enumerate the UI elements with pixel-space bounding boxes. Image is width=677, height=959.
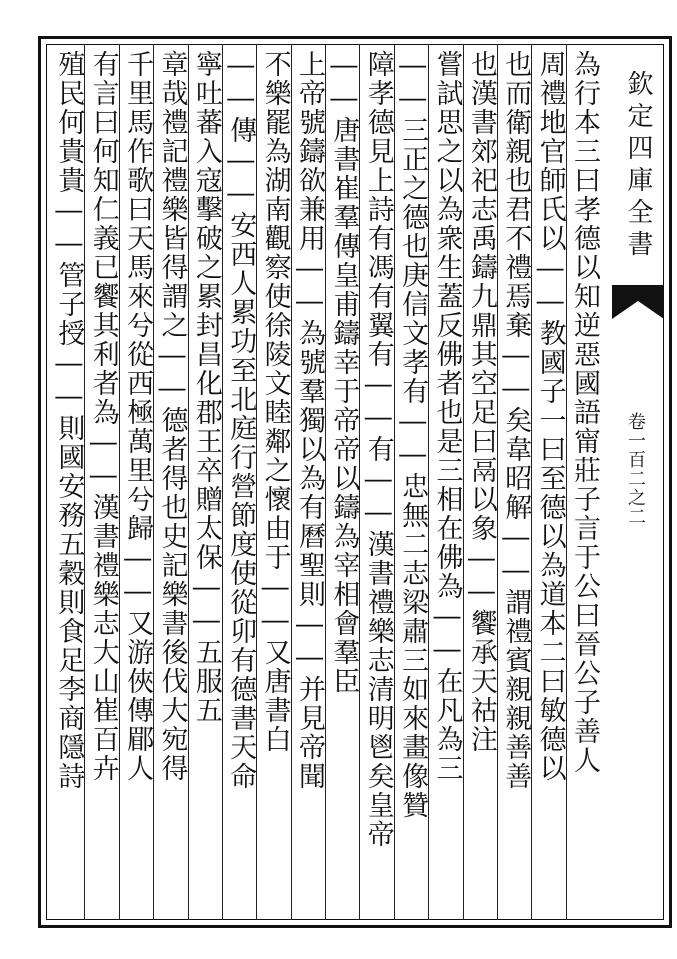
- text-column: 不樂罷為湖南觀察使徐陵文睦鄰之懷由于――又唐書白: [259, 50, 291, 754]
- text-column: 嘗試思之以為衆生蓋反佛者也是三相在佛為――在凡為三: [431, 50, 463, 783]
- fish-tail-mark-icon: [612, 285, 664, 319]
- text-column: 周禮地官師氏以――教國子一曰至德以為道本二曰敏德以: [534, 50, 566, 783]
- column-rule: [497, 44, 498, 920]
- column-rule: [359, 44, 360, 920]
- text-column: 為行本三曰孝德以知逆惡國語甯莊子言于公曰晉公子善人: [569, 50, 600, 775]
- text-column: 障孝德見上詩有馮有翼有――有――漢書禮樂志清明鬯矣皇帝: [362, 50, 394, 849]
- margin-volume-number: 卷一百二之二: [625, 412, 646, 526]
- text-column: 也而衛親也君不禮焉棄――矣韋昭解――謂禮賓親親善善: [500, 50, 532, 791]
- text-column: 也漢書郊祀志禹鑄九鼎其空足曰鬲以象――饗承天祜注: [465, 50, 497, 754]
- margin-book-title: 欽定四庫全書: [623, 70, 653, 262]
- text-column: 有言曰何知仁義已饗其利者為――漢書禮樂志大山崔百卉: [87, 50, 119, 783]
- column-rule: [394, 44, 395, 920]
- column-rule: [256, 44, 257, 920]
- column-rule: [222, 44, 223, 920]
- text-column: 殖民何貴貴――管子授――則國安務五穀則食足李商隱詩: [53, 50, 85, 791]
- text-column: ――唐書崔羣傳皇甫鑄幸于帝帝以鑄為宰相會羣臣: [328, 50, 360, 696]
- column-rule: [566, 44, 567, 920]
- column-rule: [428, 44, 429, 920]
- text-column: 千里馬作歌曰天馬來兮從西極萬里兮歸――又游俠傳郿人: [122, 50, 154, 783]
- column-rule: [188, 44, 189, 920]
- text-column: 寧吐蕃入寇擊破之累封昌化郡王卒贈太保――五服五: [190, 50, 222, 725]
- column-rule: [153, 44, 154, 920]
- column-rule: [291, 44, 292, 920]
- column-rule: [325, 44, 326, 920]
- text-column: ――傳――安西人累功至北庭行營節度使從卯有德書天命: [225, 50, 257, 791]
- column-rule: [84, 44, 85, 920]
- column-rule: [119, 44, 120, 920]
- text-column: ――三正之德也庚信文孝有――忠無二志梁肅三如來畫像贊: [397, 50, 429, 820]
- text-column: 章哉禮記禮樂皆得謂之――德者得也史記樂書後伐大宛得: [156, 50, 188, 783]
- column-rule: [531, 44, 532, 920]
- text-column: 上帝號鑄欲兼用――為號羣獨以為有曆聖則――并見帝聞: [294, 50, 325, 791]
- column-rule: [463, 44, 464, 920]
